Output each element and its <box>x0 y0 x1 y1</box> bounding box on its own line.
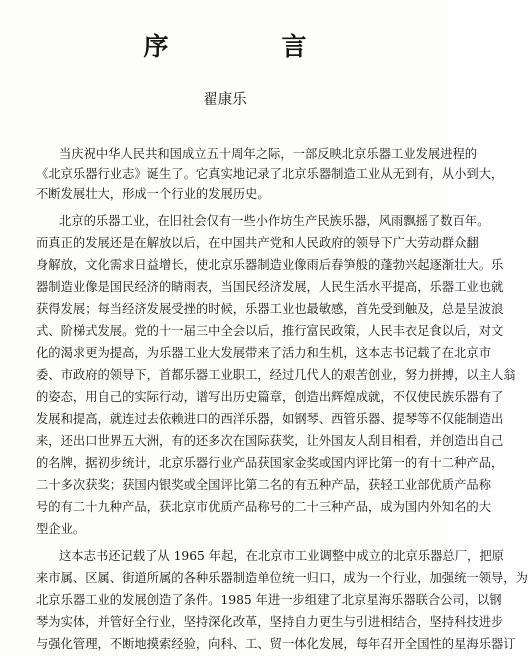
text-line: 委、市政府的领导下，首都乐器工业职工，经过几代人的艰苦创业，努力拼搏，以主人翁 <box>36 368 516 382</box>
text-line: 与强化管理，不断地摸索经验，向科、工、贸一体化发展，每年召开全国性的星海乐器订 <box>36 637 516 651</box>
text-line: 号的有二十九种产品，获北京市优质产品称号的二十三种产品，成为国内外知名的大 <box>36 500 491 514</box>
text-line: 《北京乐器行业志》诞生了。它真实地记录了北京乐器制造工业从无到有，从小到大， <box>36 167 504 181</box>
text-line: 不断发展壮大，形成一个行业的发展历史。 <box>36 187 270 201</box>
text-line: 来，还出口世界五大洲，有的还多次在国际获奖，让外国友人刮目相看，并创造出自己 <box>36 434 504 448</box>
text-line: 当庆祝中华人民共和国成立五十周年之际，一部反映北京乐器工业发展进程的 <box>59 147 478 161</box>
text-line: 北京乐器工业的发展创造了条件。1985 年进一步组建了北京星海乐器联合公司，以钢 <box>36 593 502 607</box>
text-line: 身解放，文化需求日益增长，使北京乐器制造业像雨后春笋般的蓬勃兴起逐渐壮大。乐 <box>36 258 504 272</box>
text-line: 北京的乐器工业，在旧社会仅有一些小作坊生产民族乐器，风雨飘摇了数百年。 <box>59 214 490 228</box>
text-line: 化的渴求更为提高，为乐器工业大发展带来了活力和生机，这本志书记载了在北京市 <box>36 346 491 360</box>
text-line: 器制造业像是国民经济的睛雨表，当国民经济发展，人民生活水平提高，乐器工业也就 <box>36 280 504 294</box>
text-line: 型企业。 <box>36 522 86 536</box>
text-line: 来市属、区属、街道所属的各种乐器制造单位统一归口，成为一个行业，加强统一领导，为 <box>36 571 528 585</box>
text-line: 的名牌，据初步统计，北京乐器行业产品获国家金奖或国内评比第一的有十二种产品， <box>36 456 504 470</box>
author-name: 翟康乐 <box>203 92 247 108</box>
text-line: 式、阶梯式发展。党的十一届三中全会以后，推行富民政策，人民丰衣足食以后，对文 <box>36 324 504 338</box>
text-line: 的姿态，用自己的实际行动，谱写出历史篇章，创造出辉煌成就，不仅使民族乐器有了 <box>36 390 504 404</box>
text-line: 二十多次获奖；获国内银奖或全国评比第二名的有五种产品，获轻工业部优质产品称 <box>36 478 491 492</box>
text-line: 而真正的发展还是在解放以后，在中国共产党和人民政府的领导下广大劳动群众翻 <box>36 236 479 250</box>
text-line: 这本志书还记载了从 1965 年起，在北京市工业调整中成立的北京乐器总厂，把原 <box>59 549 504 563</box>
text-line: 发展和提高，就连过去依赖进口的西洋乐器，如钢琴、西管乐器、提琴等不仅能制造出 <box>36 412 504 426</box>
text-line: 获得发展；每当经济发展受挫的时候，乐器工业也最敏感，首先受到触及，总是呈波浪 <box>36 302 504 316</box>
text-line: 琴为实体，并管好全行业，坚持深化改革，坚持自力更生与引进相结合，坚持科技进步 <box>36 615 504 629</box>
page-title: 序 言 <box>143 32 351 61</box>
